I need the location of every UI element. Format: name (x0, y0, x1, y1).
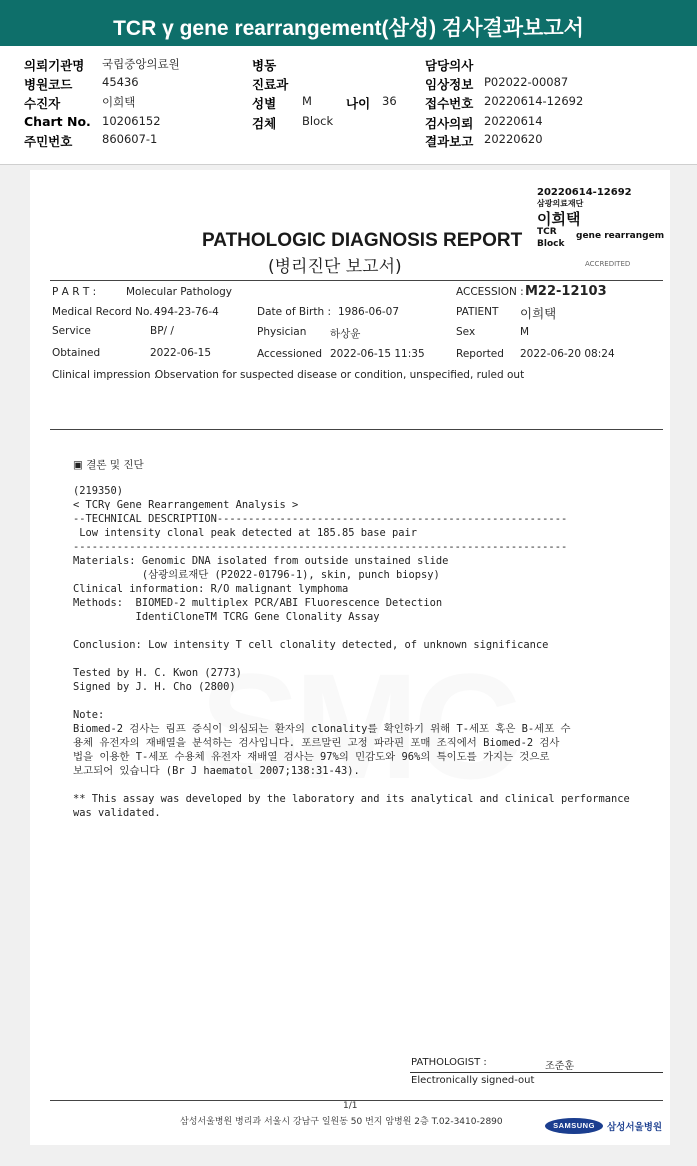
stamp-organization: 삼광의료재단 (537, 199, 584, 208)
report-line (73, 624, 630, 638)
report-line: 법을 이용한 T-세포 수용체 유전자 재배열 검사는 97%의 민감도와 96%의 특이도를 가지는 것으로 (73, 751, 550, 763)
medical-record-label: Medical Record No. : (52, 306, 160, 318)
report-line: (삼광의료재단 (P2022-01796-1), skin, punch biopsy) (73, 569, 440, 581)
stamp-test-name: gene rearrangem (576, 231, 665, 241)
report-line: ------------------------------------------------------------------------------- (73, 541, 568, 553)
pathologist-value: 조준훈 (545, 1061, 574, 1072)
cap-accreditation-logo (583, 250, 633, 268)
sex-value: M (302, 94, 312, 108)
sex-value: M (520, 326, 530, 338)
stamp-specimen: Block (537, 239, 565, 249)
report-line: Low intensity clonal peak detected at 185.85 base pair (73, 527, 418, 539)
part-label: P A R T : (52, 286, 97, 298)
report-line: ** This assay was developed by the laboratory and its analytical and clinical performance (73, 793, 630, 805)
pathologist-label: PATHOLOGIST : (411, 1057, 487, 1068)
report-line (73, 694, 630, 708)
obtained-label: Obtained (52, 347, 101, 359)
stamp-accession-number: 20220614-12692 (537, 187, 632, 198)
report-line: Methods: BIOMED-2 multiplex PCR/ABI Fluorescence Detection (73, 597, 443, 609)
patient-label: 수진자 (24, 96, 61, 111)
report-line: Clinical information: R/O malignant lymphoma (73, 583, 349, 595)
report-line: Conclusion: Low intensity T cell clonality detected, of unknown significance (73, 639, 549, 651)
report-line: Tested by H. C. Kwon (2773) (73, 667, 242, 679)
accession-value: M22-12103 (525, 284, 607, 299)
report-line: (219350) (73, 485, 124, 497)
dob-value: 1986-06-07 (338, 306, 400, 318)
requesting-institution-label: 의뢰기관명 (24, 58, 85, 73)
receipt-number-value: 20220614-12692 (484, 94, 584, 108)
request-date-value: 20220614 (484, 114, 543, 128)
dob-label: Date of Birth : (257, 306, 331, 318)
specimen-label: 검체 (252, 116, 277, 131)
report-title: PATHOLOGIC DIAGNOSIS REPORT (202, 230, 523, 251)
patient-value: 이희택 (102, 95, 136, 109)
patient-label: PATIENT (456, 306, 499, 318)
part-value: Molecular Pathology (126, 286, 233, 298)
divider (50, 429, 663, 430)
resident-number-value: 860607-1 (102, 132, 158, 146)
patient-value: 이희택 (520, 306, 557, 321)
stamp-test-code: TCR (537, 227, 557, 237)
department-label: 진료과 (252, 77, 289, 92)
physician-label: Physician (257, 326, 307, 338)
samsung-logo: SAMSUNG (545, 1118, 603, 1134)
report-date-label: 결과보고 (425, 134, 474, 149)
hospital-code-value: 45436 (102, 75, 139, 89)
obtained-value: 2022-06-15 (150, 347, 212, 359)
clinical-impression-label: Clinical impression : (52, 369, 158, 381)
specimen-value: Block (302, 114, 334, 128)
report-line: IdentiCloneTM TCRG Gene Clonality Assay (73, 611, 380, 623)
cap-label: ACCREDITED (585, 260, 631, 268)
resident-number-label: 주민번호 (24, 134, 73, 149)
reported-value: 2022-06-20 08:24 (520, 348, 615, 360)
hospital-name: 삼성서울병원 (607, 1122, 663, 1133)
report-line (73, 652, 630, 666)
sex-label: Sex (456, 326, 476, 338)
report-line: < TCRγ Gene Rearrangement Analysis > (73, 499, 299, 511)
age-value: 36 (382, 94, 397, 108)
physician-label: 담당의사 (425, 58, 474, 73)
report-line: was validated. (73, 807, 161, 819)
report-line: Biomed-2 검사는 림프 증식이 의심되는 환자의 clonality를 확인하기 위해 T-세포 혹은 B-세포 수 (73, 723, 571, 735)
chart-no-value: 10206152 (102, 114, 161, 128)
medical-record-value: 494-23-76-4 (154, 306, 219, 318)
service-label: Service (52, 325, 91, 337)
age-label: 나이 (346, 96, 371, 111)
report-date-value: 20220620 (484, 132, 543, 146)
page-number: 1/1 (343, 1101, 358, 1111)
signature-line (410, 1072, 663, 1073)
report-subtitle: (병리진단 보고서) (268, 257, 402, 277)
electronic-signature-note: Electronically signed-out (411, 1075, 535, 1086)
report-body (73, 484, 630, 820)
report-document (30, 170, 670, 1145)
clinical-impression-value: Observation for suspected disease or condition, unspecified, ruled out (155, 369, 525, 381)
chart-no-label: Chart No. (24, 114, 91, 129)
report-line: 보고되어 있습니다 (Br J haematol 2007;138:31-43). (73, 765, 360, 777)
report-line: 용체 유전자의 재배열을 분석하는 검사입니다. 포르말린 고정 파라핀 포매 조직에서 Biomed-2 검사 (73, 737, 560, 749)
report-line: Signed by J. H. Cho (2800) (73, 681, 236, 693)
report-line (73, 778, 630, 792)
page-title: TCR γ gene rearrangement(삼성) 검사결과보고서 (0, 0, 697, 46)
ward-label: 병동 (252, 58, 277, 73)
report-line: Materials: Genomic DNA isolated from outside unstained slide (73, 555, 449, 567)
accessioned-value: 2022-06-15 11:35 (330, 348, 425, 360)
report-line: Note: (73, 709, 105, 721)
reported-label: Reported (456, 348, 504, 360)
sex-label: 성별 (252, 96, 277, 111)
hospital-code-label: 병원코드 (24, 77, 73, 92)
footer-address: 삼성서울병원 병리과 서울시 강남구 일원동 50 번지 암병원 2층 T.02-3410-2890 (180, 1117, 503, 1127)
stamp-patient-name: 이희택 (537, 210, 581, 228)
accessioned-label: Accessioned (257, 348, 323, 360)
accession-label: ACCESSION : (456, 286, 524, 298)
divider (50, 280, 663, 281)
service-value: BP/ / (150, 325, 174, 337)
request-date-label: 검사의뢰 (425, 116, 474, 131)
physician-value: 하상윤 (330, 328, 361, 340)
clinical-info-value: P02022-00087 (484, 75, 569, 89)
clinical-info-label: 임상정보 (425, 77, 474, 92)
report-line: --TECHNICAL DESCRIPTION-------------------------------------------------------- (73, 513, 568, 525)
requesting-institution-value: 국립중앙의료원 (102, 57, 180, 71)
receipt-number-label: 접수번호 (425, 96, 474, 111)
section-heading: ▣ 결론 및 진단 (73, 459, 144, 471)
request-info-panel (0, 46, 697, 165)
